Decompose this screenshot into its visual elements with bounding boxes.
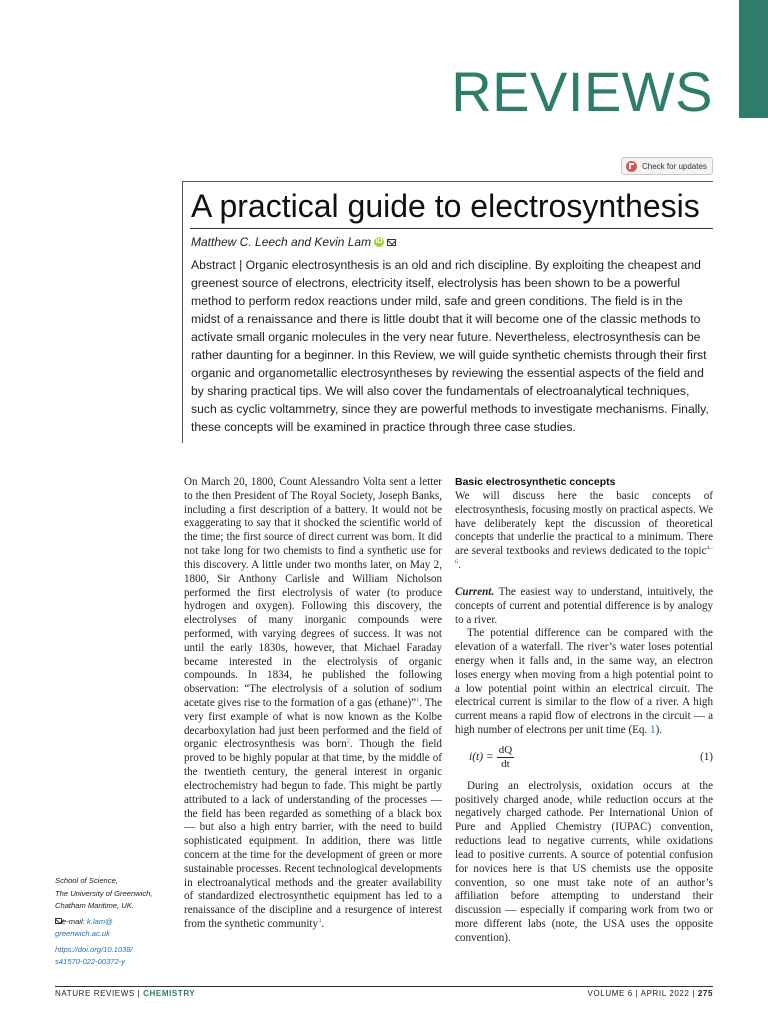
footer-issue (588, 989, 713, 998)
current-subheading: Current. (455, 585, 495, 598)
intro-text-1: On March 20, 1800, Count Alessandro Volta sent a letter to the then President of The Royal Society, Joseph Banks, including a first description of a battery. It would not be exaggerating to say that it shocked the scientific world of the time; the first source of direct current was born. It did not take long for two chemists to find a synthetic use for this discovery. A little under two months later, on May 2, 1800, Sir Anthony Carlisle and William Nicholson performed the first electrolysis of water (to produce hydrogen and oxygen). Following this discovery, the electrolyses of many inorganic compounds were performed, with varying degrees of success. It was not until the early 1830s, however, that Michael Faraday became interested in the electrolysis of organic compounds. In 1834, he published the following observation: “The electrolysis of a solution of sodium acetate gives rise to the formation of a gas (ethane)” (184, 476, 442, 709)
section-heading-basic-concepts: Basic electrosynthetic concepts (455, 476, 616, 488)
email-line (55, 916, 155, 929)
email-link-2[interactable]: greenwich.ac.uk (55, 929, 110, 938)
ref-4-6[interactable]: 4–6 (455, 544, 713, 566)
email-small-icon (55, 918, 62, 924)
equation-body (469, 744, 514, 771)
doi-link-1[interactable]: https://doi.org/10.1038/ (55, 944, 133, 954)
affiliation-line-2: The University of Greenwich, (55, 888, 153, 898)
footer-issue-text: VOLUME 6 | APRIL 2022 | (587, 989, 698, 998)
ref-1[interactable]: 1 (416, 696, 420, 704)
title-bracket-rule (182, 181, 183, 443)
equation-number: (1) (700, 750, 713, 763)
footer-journal-section: CHEMISTRY (143, 989, 196, 998)
section-tab-bar (739, 0, 768, 118)
affiliation-block (55, 875, 155, 969)
intro-paragraph (184, 476, 442, 932)
potential-paragraph (455, 627, 713, 738)
abstract: Abstract | Organic electrosynthesis is an old and rich discipline. By exploiting the cheapest and greenest source of electrons, electricity itself, electrolysis has been shown to be a powerful method to perform redox reactions under mild, safe and green conditions. The field is in the midst of a renaissance and there is little doubt that it will become one of the classic methods to activate small organic molecules in the very near future. Nevertheless, electrosynthesis can be rather daunting for a beginner. In this Review, we will guide synthetic chemists through their first organic and organometallic electrosyntheses by reviewing the essential aspects of the field and by sharing practical tips. We will also cover the fundamentals of electroanalytical techniques, such as cyclic voltammetry, since they are powerful methods to investigate mechanisms. Finally, these concepts will be examined in practice through three case studies. (191, 258, 709, 434)
equation-1 (455, 740, 713, 776)
intro-text-3: . Though the field proved to be highly popular at that time, by the middle of the twentieth century, the general interest in organic electrochemistry had begun to fade. This might be partly attributed to a lack of understanding of the processes — the field has been regarded as something of a black box — but also a high entry barrier, with the need to build sophisticated equipment. In addition, there was little concern at the time for the development of green or more sustainable processes. Recent technological developments in electroanalytical methods and the greater availability of standardized electrosynthetic equipment has led to a renaissance of the discipline and a resurgence of interest from the synthetic community (184, 738, 442, 930)
affiliation-line-3: Chatham Maritime, UK. (55, 901, 134, 910)
concepts-text: We will discuss here the basic concepts of electrosynthesis, focusing mostly on practical aspects. We have deliberately kept the discussion of theoretical concepts that underlie the practical to a minimum. There are several textbooks and reviews dedicated to the topic (455, 490, 713, 558)
check-updates-icon (626, 161, 637, 172)
page-number: 275 (697, 989, 713, 998)
equation-ref[interactable]: 1 (650, 724, 656, 736)
left-column (184, 476, 442, 932)
ref-2[interactable]: 2 (346, 737, 350, 745)
intro-text-2: . The very first example of what is now known as the Kolbe decarboxylation had just been performed and the field of organic electrosynthesis was born (184, 697, 443, 751)
equation-numerator: dQ (498, 744, 513, 757)
authors: Matthew C. Leech and Kevin Lam (191, 235, 372, 249)
footer-journal (55, 989, 195, 998)
orcid-icon[interactable]: iD (375, 238, 383, 245)
email-icon[interactable] (387, 239, 396, 246)
potential-text-2: ). (655, 724, 663, 736)
affiliation-line-1: School of Science, (55, 876, 118, 885)
ref-3[interactable]: 3 (318, 917, 322, 925)
email-link-1[interactable]: k.lam@ (86, 916, 113, 926)
email-label: e-mail: (62, 916, 87, 926)
equation-fraction (497, 744, 514, 771)
author-line (191, 235, 396, 249)
equation-lhs: i(t) = (469, 750, 494, 763)
section-heading-reviews: REVIEWS (451, 60, 713, 123)
check-updates-label: Check for updates (642, 161, 707, 171)
concepts-text-end: . (458, 559, 462, 572)
title-top-rule (182, 181, 713, 182)
article-title: A practical guide to electrosynthesis (191, 188, 700, 224)
equation-denominator: dt (501, 758, 510, 771)
concepts-paragraph (455, 490, 713, 573)
intro-text-4: . (321, 918, 325, 930)
right-column (455, 476, 713, 946)
electrolysis-paragraph: During an electrolysis, oxidation occurs at the positively charged anode, while reduction occurs at the negatively charged cathode. Per International Union of Pure and Applied Chemistry (IUPAC) convention, reductions lead to negative currents, while oxidations lead to positive currents. A source of potential confusion for novices here is that US chemists use the opposite convention, so one must take note of an author’s affiliation before attempting to understand their discussion — especially if comparing work from two or more different labs (note, the USA uses the opposite convention). (455, 779, 713, 944)
doi-link-2[interactable]: s41570-022-00372-y (55, 957, 126, 966)
title-rule (190, 228, 713, 229)
current-paragraph (455, 586, 713, 627)
footer-rule (55, 986, 713, 987)
footer-journal-name: NATURE REVIEWS | (55, 989, 144, 998)
potential-text-1: The potential difference can be compared with the elevation of a waterfall. The river’s water loses potential energy when it falls and, in the same way, an electron loses energy when moving from a high potential point to a low potential point within an electrical circuit. The electrical current is similar to the flow of a river. A high current means a rapid flow of electrons in the circuit — a high number of electrons per unit time (Eq. (455, 627, 713, 736)
check-for-updates-button[interactable] (621, 157, 713, 175)
current-text: The easiest way to understand, intuitively, the concepts of current and potential difference is by analogy to a river. (455, 585, 713, 626)
